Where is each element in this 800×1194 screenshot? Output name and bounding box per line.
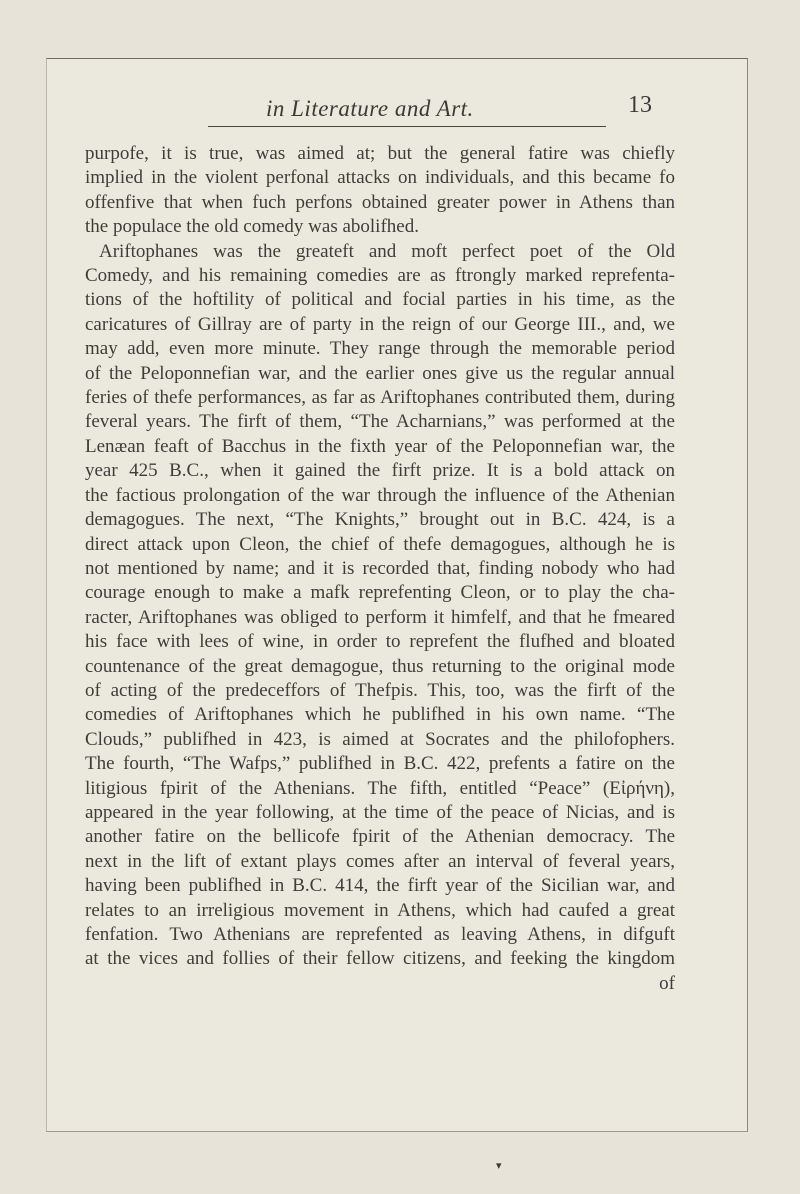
text-line: having been publifhed in B.C. 414, the firft year of the Sicilian war, and [85, 875, 675, 897]
text-line: offenfive that when fuch perfons obtained greater power in Athens than [85, 191, 675, 213]
text-line: feries of thefe performances, as far as Ariftophanes contributed them, during [85, 387, 675, 409]
text-line: Comedy, and his remaining comedies are as ftrongly marked reprefenta- [85, 265, 675, 287]
header-rule [208, 126, 606, 127]
running-head: in Literature and Art. [266, 96, 474, 121]
text-line: of acting of the predeceffors of Thefpis. This, too, was the firft of the [85, 679, 675, 701]
text-line: Ariftophanes was the greateft and moft perfect poet of the Old [99, 240, 675, 262]
text-line: his face with lees of wine, in order to reprefent the flufhed and bloated [85, 631, 675, 653]
text-line: of the Peloponnefian war, and the earlier ones give us the regular annual [85, 362, 675, 384]
text-line: appeared in the year following, at the time of the peace of Nicias, and is [85, 801, 675, 823]
text-line: caricatures of Gillray are of party in the reign of our George III., and, we [85, 313, 675, 335]
text-line: implied in the violent perfonal attacks on individuals, and this became fo [85, 167, 675, 189]
text-line: at the vices and follies of their fellow citizens, and feeking the kingdom [85, 948, 675, 970]
text-line: next in the lift of extant plays comes after an interval of feveral years, [85, 850, 675, 872]
body-text [85, 142, 675, 996]
text-line: direct attack upon Cleon, the chief of thefe demagogues, although he is [85, 533, 675, 555]
text-line: Clouds,” publifhed in 423, is aimed at Socrates and the philofophers. [85, 728, 675, 750]
text-line: relates to an irreligious movement in Athens, which had caufed a great [85, 899, 675, 921]
text-line: fenfation. Two Athenians are reprefented as leaving Athens, in difguft [85, 924, 675, 945]
text-line: The fourth, “The Wafps,” publifhed in B.C. 422, prefents a fatire on the [85, 753, 675, 775]
text-line: feveral years. The firft of them, “The Acharnians,” was performed at the [85, 411, 675, 433]
text-line: purpofe, it is true, was aimed at; but the general fatire was chiefly [85, 143, 675, 164]
text-line: year 425 B.C., when it gained the firft prize. It is a bold attack on [85, 460, 675, 482]
bottom-mark: ▾ [496, 1159, 502, 1172]
text-line: racter, Ariftophanes was obliged to perform it himfelf, and that he fmeared [85, 606, 675, 628]
text-line: Lenæan feaft of Bacchus in the fixth year of the Peloponnefian war, the [85, 435, 675, 457]
text-line: the populace the old comedy was abolifhed. [85, 216, 419, 238]
text-line: litigious fpirit of the Athenians. The fifth, entitled “Peace” (Εἰρήνη), [85, 777, 675, 799]
text-line: comedies of Ariftophanes which he publifhed in his own name. “The [85, 704, 675, 726]
text-line: another fatire on the bellicofe fpirit of the Athenian democracy. The [85, 826, 675, 848]
text-line: may add, even more minute. They range through the memorable period [85, 338, 675, 360]
text-line: demagogues. The next, “The Knights,” brought out in B.C. 424, is a [85, 509, 675, 531]
text-line: tions of the hoftility of political and focial parties in his time, as the [85, 289, 675, 311]
text-line: the factious prolongation of the war through the influence of the Athenian [85, 484, 675, 506]
catchword: of [659, 972, 675, 994]
text-line: countenance of the great demagogue, thus returning to the original mode [85, 655, 675, 677]
text-line: courage enough to make a mafk reprefenting Cleon, or to play the cha- [85, 582, 675, 604]
text-line: not mentioned by name; and it is recorded that, finding nobody who had [85, 557, 675, 579]
page-number: 13 [628, 92, 652, 118]
